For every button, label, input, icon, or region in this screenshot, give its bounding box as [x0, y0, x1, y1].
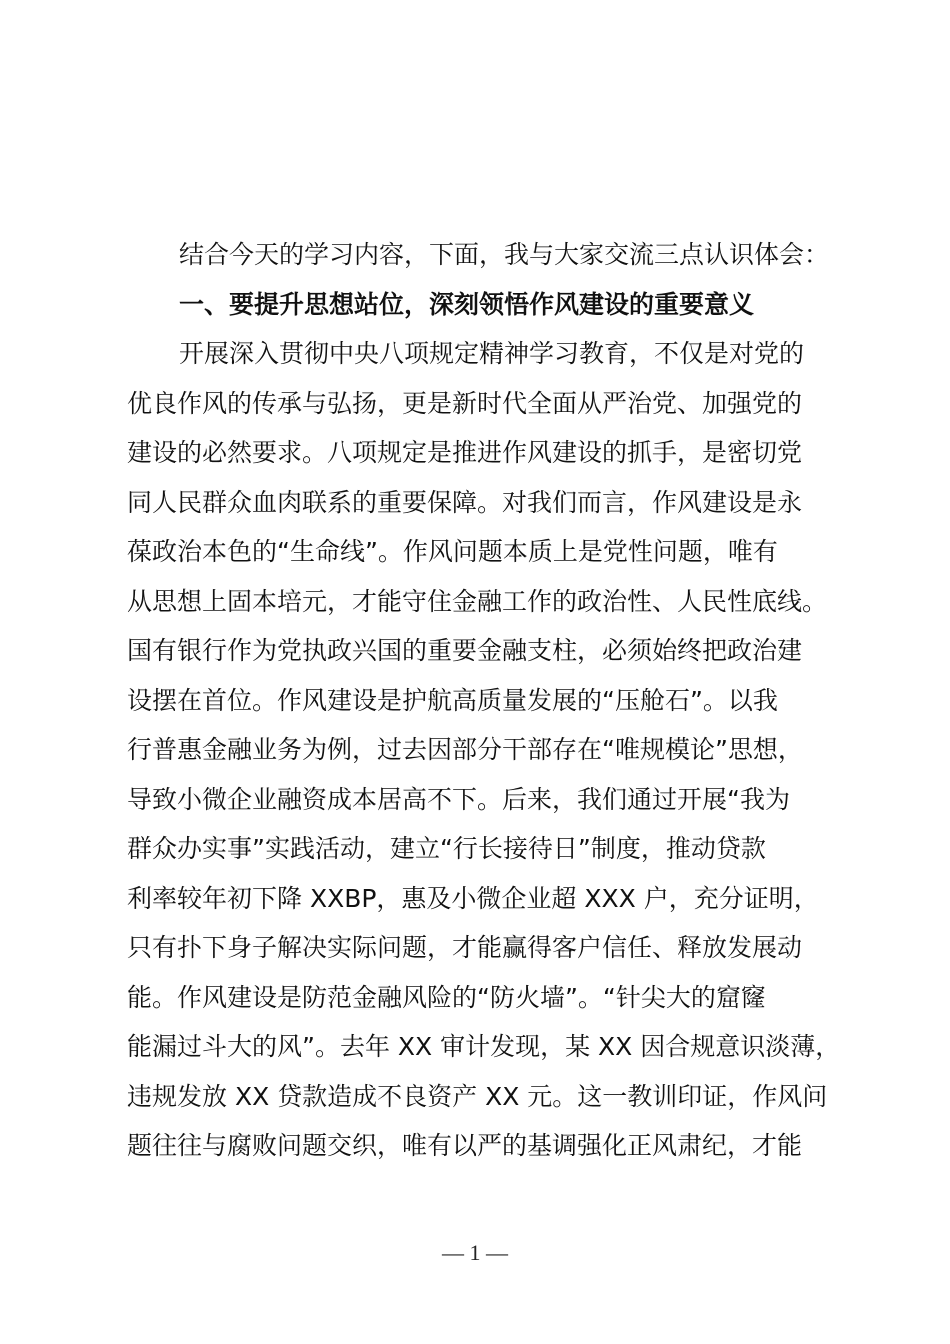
document-body	[127, 230, 841, 1171]
body-line: 利率较年初下降 XXBP，惠及小微企业超 XXX 户，充分证明，	[127, 883, 819, 913]
body-line: 同人民群众血肉联系的重要保障。对我们而言，作风建设是永	[127, 487, 803, 517]
body-line: 题往往与腐败问题交织，唯有以严的基调强化正风肃纪，才能	[127, 1131, 803, 1160]
body-line: 葆政治本色的“生命线”。作风问题本质上是党性问题，唯有	[127, 537, 778, 566]
body-line: 设摆在首位。作风建设是护航高质量发展的“压舱石”。以我	[127, 685, 778, 715]
body-line: 违规发放 XX 贷款造成不良资产 XX 元。这一教训印证，作风问	[127, 1081, 828, 1111]
body-line: 行普惠金融业务为例，过去因部分干部存在“唯规模论”思想，	[127, 735, 803, 764]
body-line: 从思想上固本培元，才能守住金融工作的政治性、人民性底线。	[127, 586, 828, 616]
body-line: 优良作风的传承与弘扬，更是新时代全面从严治党、加强党的	[127, 388, 803, 418]
section-heading: 一、要提升思想站位，深刻领悟作风建设的重要意义	[179, 289, 755, 319]
body-line: 群众办实事”实践活动，建立“行长接待日”制度，推动贷款	[127, 834, 766, 863]
body-line: 开展深入贯彻中央八项规定精神学习教育，不仅是对党的	[179, 339, 805, 368]
intro-paragraph: 结合今天的学习内容，下面，我与大家交流三点认识体会：	[179, 240, 830, 269]
body-line: 建设的必然要求。八项规定是推进作风建设的抓手，是密切党	[127, 438, 803, 467]
page-number: — 1 —	[442, 1240, 508, 1265]
body-line: 只有扑下身子解决实际问题，才能赢得客户信任、释放发展动	[127, 933, 803, 962]
body-line: 能漏过斗大的风”。去年 XX 审计发现，某 XX 因合规意识淡薄，	[127, 1032, 841, 1061]
body-line: 国有银行作为党执政兴国的重要金融支柱，必须始终把政治建	[127, 636, 803, 665]
body-line: 能。作风建设是防范金融风险的“防火墙”。“针尖大的窟窿	[127, 982, 766, 1012]
body-line: 导致小微企业融资成本居高不下。后来，我们通过开展“我为	[127, 784, 790, 814]
